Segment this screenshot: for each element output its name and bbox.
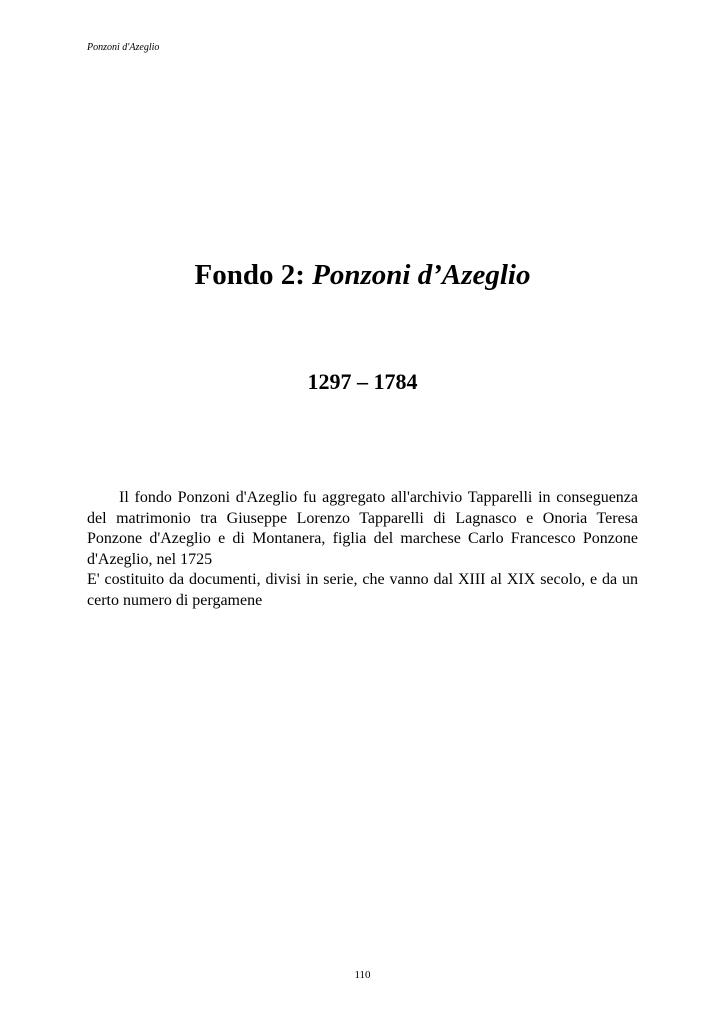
page-title [0,255,725,295]
title-fondo-name: Ponzoni d’Azeglio [312,259,531,291]
paragraph-description: Il fondo Ponzoni d'Azeglio fu aggregato all'archivio Tapparelli in conseguenza del matrimonio tra Giuseppe Lorenzo Tapparelli di Lagnasco e Onoria Teresa Ponzone d'Azeglio e di Montanera, figlia del marchese Carlo Francesco Ponzone d'Azeglio, nel 1725 [87,489,638,568]
title-prefix: Fondo 2: [194,259,313,291]
body-text [87,488,638,611]
page-number: 110 [354,969,371,981]
running-header: Ponzoni d'Azeglio [87,42,160,53]
date-range: 1297 – 1784 [307,369,418,394]
paragraph-contents: E' costituito da documenti, divisi in serie, che vanno dal XIII al XIX secolo, e da un certo numero di pergamene [87,571,638,609]
